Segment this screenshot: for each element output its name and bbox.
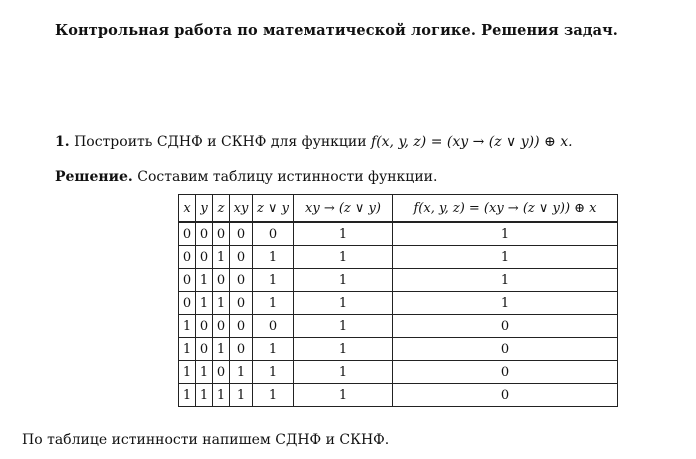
cell-xy: 0 bbox=[230, 222, 253, 246]
header-function: f(x, y, z) = (xy → (z ∨ y)) ⊕ x bbox=[393, 195, 618, 223]
cell-implication: 1 bbox=[294, 338, 393, 361]
cell-x: 1 bbox=[179, 315, 196, 338]
cell-y: 1 bbox=[196, 292, 213, 315]
solution-intro bbox=[55, 169, 437, 185]
header-x: x bbox=[179, 195, 196, 223]
cell-z: 0 bbox=[213, 222, 230, 246]
cell-y: 0 bbox=[196, 222, 213, 246]
cell-x: 0 bbox=[179, 292, 196, 315]
cell-y: 1 bbox=[196, 361, 213, 384]
cell-z-or-y: 0 bbox=[253, 315, 294, 338]
table-row bbox=[179, 292, 618, 315]
solution-text: Составим таблицу истинности функции. bbox=[137, 169, 438, 185]
cell-implication: 1 bbox=[294, 292, 393, 315]
cell-x: 0 bbox=[179, 246, 196, 269]
cell-xy: 1 bbox=[230, 384, 253, 407]
cell-function: 0 bbox=[393, 338, 618, 361]
document-title: Контрольная работа по математической логике. Решения задач. bbox=[55, 22, 618, 39]
table-row bbox=[179, 246, 618, 269]
cell-z: 0 bbox=[213, 361, 230, 384]
cell-implication: 1 bbox=[294, 222, 393, 246]
table-row bbox=[179, 269, 618, 292]
truth-table bbox=[178, 194, 618, 407]
cell-z-or-y: 1 bbox=[253, 269, 294, 292]
cell-function: 1 bbox=[393, 269, 618, 292]
cell-implication: 1 bbox=[294, 315, 393, 338]
table-row bbox=[179, 361, 618, 384]
cell-z: 1 bbox=[213, 384, 230, 407]
cell-xy: 0 bbox=[230, 292, 253, 315]
truth-table-header-row bbox=[179, 195, 618, 223]
header-xy: xy bbox=[230, 195, 253, 223]
cell-y: 1 bbox=[196, 384, 213, 407]
cell-z-or-y: 1 bbox=[253, 384, 294, 407]
cell-implication: 1 bbox=[294, 269, 393, 292]
cell-z-or-y: 0 bbox=[253, 222, 294, 246]
table-row bbox=[179, 338, 618, 361]
cell-z: 0 bbox=[213, 269, 230, 292]
cell-xy: 0 bbox=[230, 315, 253, 338]
cell-x: 0 bbox=[179, 269, 196, 292]
cell-xy: 0 bbox=[230, 269, 253, 292]
cell-function: 1 bbox=[393, 222, 618, 246]
table-row bbox=[179, 315, 618, 338]
cell-y: 0 bbox=[196, 246, 213, 269]
problem-text: Построить СДНФ и СКНФ для функции bbox=[74, 134, 367, 150]
cell-x: 1 bbox=[179, 361, 196, 384]
cell-z-or-y: 1 bbox=[253, 338, 294, 361]
cell-xy: 0 bbox=[230, 246, 253, 269]
cell-function: 1 bbox=[393, 246, 618, 269]
problem-statement bbox=[55, 134, 573, 150]
cell-z-or-y: 1 bbox=[253, 292, 294, 315]
table-row bbox=[179, 222, 618, 246]
table-row bbox=[179, 384, 618, 407]
cell-z: 0 bbox=[213, 315, 230, 338]
cell-x: 0 bbox=[179, 222, 196, 246]
cell-z-or-y: 1 bbox=[253, 361, 294, 384]
cell-implication: 1 bbox=[294, 361, 393, 384]
cell-function: 0 bbox=[393, 315, 618, 338]
cell-function: 0 bbox=[393, 384, 618, 407]
cell-z: 1 bbox=[213, 292, 230, 315]
cell-implication: 1 bbox=[294, 246, 393, 269]
problem-formula: f(x, y, z) = (xy → (z ∨ y)) ⊕ x. bbox=[371, 134, 573, 150]
cell-z: 1 bbox=[213, 338, 230, 361]
cell-y: 0 bbox=[196, 315, 213, 338]
cell-x: 1 bbox=[179, 384, 196, 407]
footer-text: По таблице истинности напишем СДНФ и СКНФ. bbox=[22, 432, 390, 448]
header-z: z bbox=[213, 195, 230, 223]
cell-y: 1 bbox=[196, 269, 213, 292]
header-z-or-y: z ∨ y bbox=[253, 195, 294, 223]
cell-implication: 1 bbox=[294, 384, 393, 407]
cell-z-or-y: 1 bbox=[253, 246, 294, 269]
header-y: y bbox=[196, 195, 213, 223]
cell-function: 1 bbox=[393, 292, 618, 315]
cell-y: 0 bbox=[196, 338, 213, 361]
cell-function: 0 bbox=[393, 361, 618, 384]
cell-z: 1 bbox=[213, 246, 230, 269]
header-implication: xy → (z ∨ y) bbox=[294, 195, 393, 223]
solution-lead: Решение. bbox=[55, 169, 133, 185]
problem-number: 1. bbox=[55, 134, 70, 150]
cell-x: 1 bbox=[179, 338, 196, 361]
cell-xy: 1 bbox=[230, 361, 253, 384]
cell-xy: 0 bbox=[230, 338, 253, 361]
